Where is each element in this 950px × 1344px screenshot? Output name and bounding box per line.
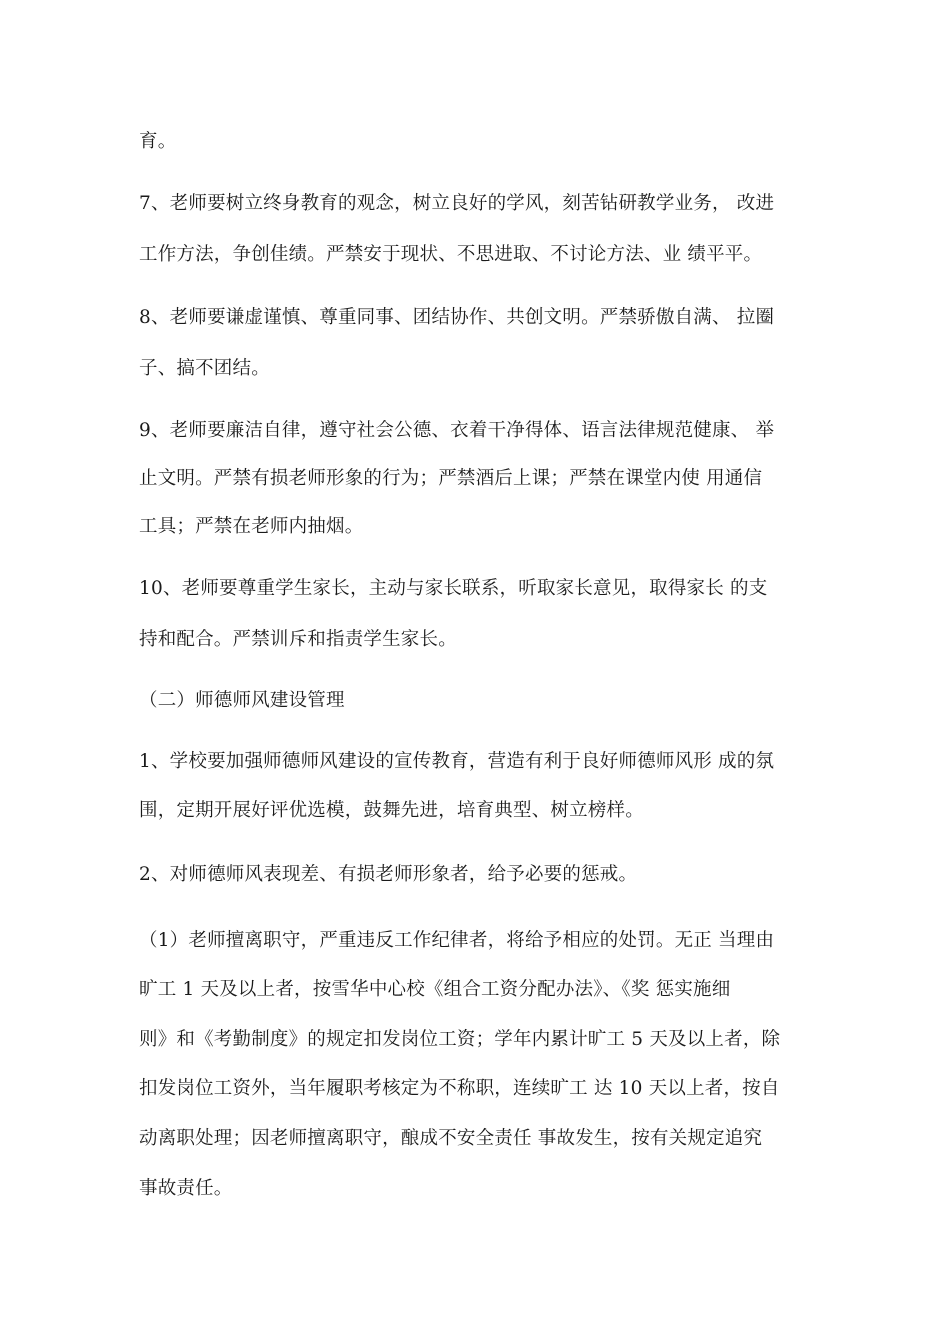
text-line: 7、老师要树立终身教育的观念，树立良好的学风，刻苦钻研教学业务， 改进 — [139, 193, 775, 214]
text-line: 育。 — [139, 131, 177, 152]
text-line: 旷工 1 天及以上者，按雪华中心校《组合工资分配办法》、《奖 惩实施细 — [139, 979, 731, 1000]
text-line: 止文明。严禁有损老师形象的行为；严禁酒后上课；严禁在课堂内使 用通信 — [139, 468, 763, 489]
text-line: 则》和《考勤制度》的规定扣发岗位工资；学年内累计旷工 5 天及以上者，除 — [139, 1029, 781, 1050]
text-line: 工具；严禁在老师内抽烟。 — [139, 516, 364, 537]
text-line: 事故责任。 — [139, 1178, 233, 1199]
text-line: （1）老师擅离职守，严重违反工作纪律者，将给予相应的处罚。无正 当理由 — [139, 930, 775, 951]
text-line: 工作方法，争创佳绩。严禁安于现状、不思进取、不讨论方法、业 绩平平。 — [139, 244, 763, 265]
section-heading: （二）师德师风建设管理 — [139, 690, 345, 711]
text-line: 10、老师要尊重学生家长，主动与家长联系，听取家长意见，取得家长 的支 — [139, 578, 768, 599]
text-line: 子、搞不团结。 — [139, 358, 270, 379]
text-line: 扣发岗位工资外，当年履职考核定为不称职，连续旷工 达 10 天以上者，按自 — [139, 1078, 780, 1099]
text-line: 持和配合。严禁训斥和指责学生家长。 — [139, 629, 457, 650]
text-line: 1、学校要加强师德师风建设的宣传教育，营造有利于良好师德师风形 成的氛 — [139, 751, 775, 772]
text-line: 围，定期开展好评优选模，鼓舞先进，培育典型、树立榜样。 — [139, 800, 644, 821]
text-line: 2、对师德师风表现差、有损老师形象者，给予必要的惩戒。 — [139, 864, 638, 885]
text-line: 9、老师要廉洁自律，遵守社会公德、衣着干净得体、语言法律规范健康、 举 — [139, 420, 775, 441]
text-line: 8、老师要谦虚谨慎、尊重同事、团结协作、共创文明。严禁骄傲自满、 拉圈 — [139, 307, 775, 328]
text-line: 动离职处理；因老师擅离职守，酿成不安全责任 事故发生，按有关规定追究 — [139, 1128, 763, 1149]
